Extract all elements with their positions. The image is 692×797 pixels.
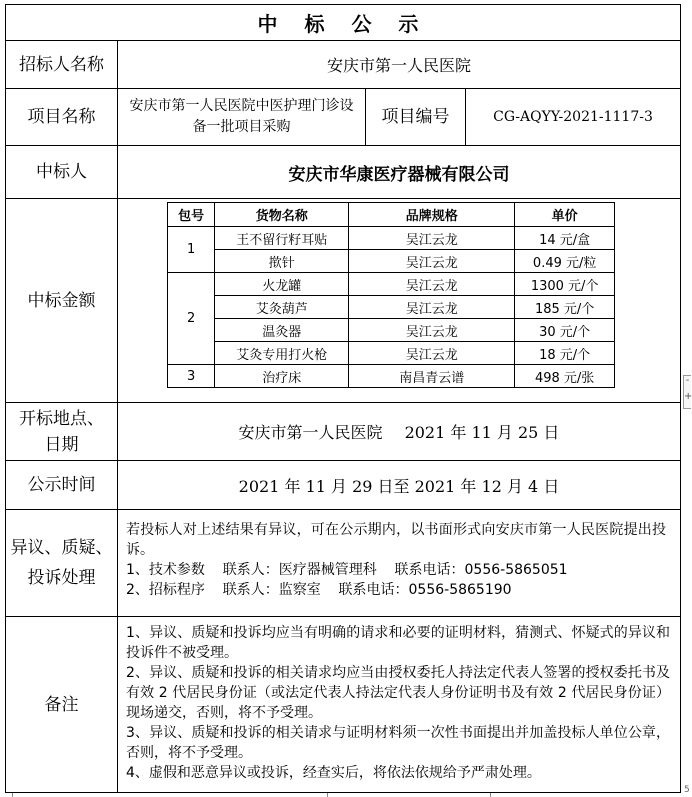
objection-contact-procedure: 2、招标程序 联系人：监察室 联系电话：0556-5865190 xyxy=(126,582,512,598)
project-number-label: 项目编号 xyxy=(366,89,466,145)
remark-item: 1、异议、质疑和投诉均应当有明确的请求和必要的证明材料，猜测式、怀疑式的异议和投诉件不被受理。 xyxy=(126,625,670,661)
item-brand: 吴江云龙 xyxy=(349,319,515,342)
item-price: 18 元/个 xyxy=(515,342,615,365)
project-row xyxy=(6,89,680,146)
project-number-value: CG-AQYY-2021-1117-3 xyxy=(493,109,653,125)
collapse-mark: - xyxy=(685,375,690,386)
publicity-row xyxy=(6,461,680,510)
opening-label-line2: 日期 xyxy=(44,434,79,455)
package-no: 3 xyxy=(168,365,215,388)
item-brand: 吴江云龙 xyxy=(349,227,515,250)
table-row xyxy=(168,342,615,365)
remark-item: 4、虚假和恶意异议或投诉，经查实后，将依法依规给予严肃处理。 xyxy=(126,765,541,781)
corner-mark: 5 xyxy=(684,785,690,795)
header-package-no: 包号 xyxy=(168,203,215,227)
table-row xyxy=(168,273,615,296)
item-brand: 吴江云龙 xyxy=(349,250,515,273)
winner-value: 安庆市华康医疗器械有限公司 xyxy=(288,164,510,185)
item-brand: 南昌青云谱 xyxy=(349,365,515,388)
objection-label-line1: 异议、质疑、 xyxy=(10,538,113,558)
header-item-name: 货物名称 xyxy=(215,203,349,227)
item-price: 185 元/个 xyxy=(515,296,615,319)
opening-row xyxy=(6,403,680,461)
title-row xyxy=(6,5,680,41)
item-price: 14 元/盒 xyxy=(515,227,615,250)
tenderer-value: 安庆市第一人民医院 xyxy=(326,56,471,75)
winner-row xyxy=(6,146,680,199)
item-brand: 吴江云龙 xyxy=(349,342,515,365)
item-name: 艾灸专用打火枪 xyxy=(215,342,349,365)
objection-contact-tech: 1、技术参数 联系人：医疗器械管理科 联系电话：0556-5865051 xyxy=(126,562,568,578)
item-price: 0.49 元/粒 xyxy=(515,250,615,273)
opening-date: 2021 年 11 月 25 日 xyxy=(404,423,560,442)
package-no: 1 xyxy=(168,227,215,273)
table-row xyxy=(168,250,615,273)
remarks-label: 备注 xyxy=(6,617,118,792)
amount-row xyxy=(6,199,680,403)
remark-item: 3、异议、质疑和投诉的相关请求与证明材料须一次性书面提出并加盖投标人单位公章，否则，将不予受理。 xyxy=(126,725,670,761)
item-name: 温灸器 xyxy=(215,319,349,342)
bottom-tick xyxy=(327,793,328,797)
publicity-value: 2021 年 11 月 29 日至 2021 年 12 月 4 日 xyxy=(238,476,560,496)
objection-text xyxy=(126,520,666,600)
item-name: 治疗床 xyxy=(215,365,349,388)
item-brand: 吴江云龙 xyxy=(349,296,515,319)
project-name-value: 安庆市第一人民医院中医护理门诊设备一批项目采购 xyxy=(118,89,366,145)
tenderer-row xyxy=(6,41,680,89)
table-row xyxy=(168,365,615,388)
opening-value xyxy=(118,403,680,460)
publicity-label: 公示时间 xyxy=(6,461,118,509)
expand-mark: + xyxy=(684,391,692,402)
item-price: 498 元/张 xyxy=(515,365,615,388)
item-price: 30 元/个 xyxy=(515,319,615,342)
item-name: 揿针 xyxy=(215,250,349,273)
winner-label: 中标人 xyxy=(6,146,118,198)
page-edge-control[interactable] xyxy=(683,375,691,409)
objection-intro: 若投标人对上述结果有异议，可在公示期内，以书面形式向安庆市第一人民医院提出投诉。 xyxy=(126,522,666,558)
remarks-text xyxy=(126,623,670,783)
item-brand: 吴江云龙 xyxy=(349,273,515,296)
objection-label-line2: 投诉处理 xyxy=(27,568,96,588)
tenderer-label: 招标人名称 xyxy=(6,41,118,88)
remark-item: 2、异议、质疑和投诉的相关请求均应当由授权委托人持法定代表人签署的授权委托书及有效 2 代居民身份证（或法定代表人持法定代表人身份证明书及有效 2 代居民身份证）现场递交，否则，将不予受理。 xyxy=(126,665,670,721)
opening-label xyxy=(6,403,118,460)
announcement-table xyxy=(5,4,681,793)
header-brand: 品牌规格 xyxy=(349,203,515,227)
item-name: 王不留行籽耳贴 xyxy=(215,227,349,250)
objection-row xyxy=(6,510,680,617)
items-header-row xyxy=(168,203,615,227)
amount-label: 中标金额 xyxy=(6,199,118,402)
bottom-tick xyxy=(12,793,13,797)
opening-place: 安庆市第一人民医院 xyxy=(238,423,383,442)
opening-label-line1: 开标地点、 xyxy=(19,408,104,429)
table-row xyxy=(168,296,615,319)
header-price: 单价 xyxy=(515,203,615,227)
bottom-tick xyxy=(490,793,491,797)
items-table xyxy=(167,202,615,388)
objection-label xyxy=(6,510,118,616)
remarks-row xyxy=(6,617,680,792)
table-row xyxy=(168,319,615,342)
table-row xyxy=(168,227,615,250)
item-name: 火龙罐 xyxy=(215,273,349,296)
package-no: 2 xyxy=(168,273,215,365)
item-name: 艾灸葫芦 xyxy=(215,296,349,319)
page-title: 中 标 公 示 xyxy=(257,12,429,36)
item-price: 1300 元/个 xyxy=(515,273,615,296)
project-name-label: 项目名称 xyxy=(6,89,118,145)
